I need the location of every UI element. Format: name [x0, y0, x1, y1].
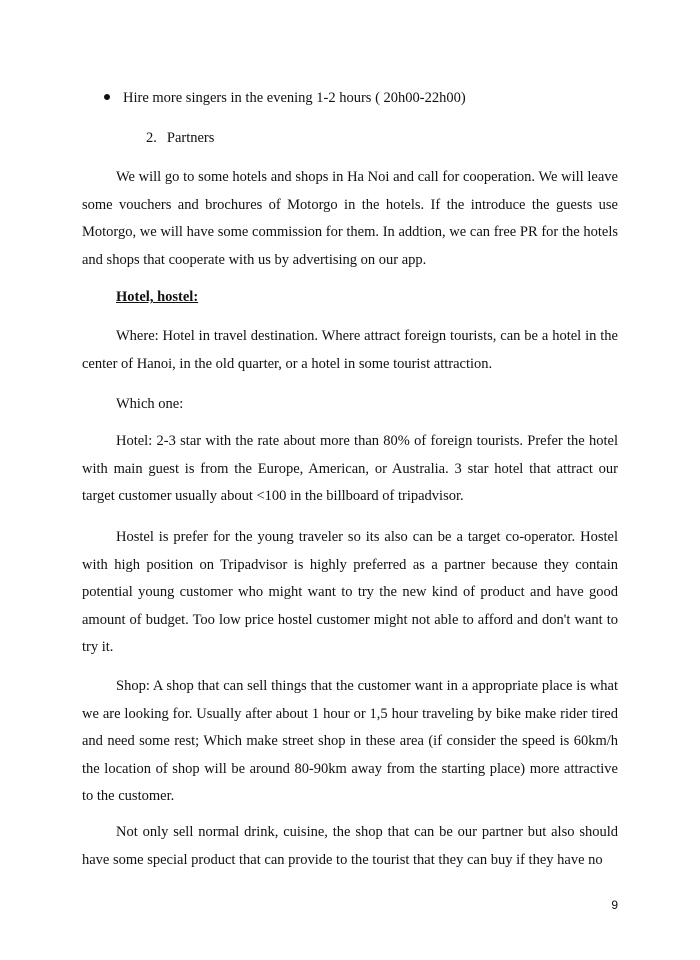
section-heading-hotel-hostel: Hotel, hostel:	[116, 289, 199, 305]
paragraph-partners-intro: We will go to some hotels and shops in Ha Noi and call for cooperation. We will leave some vouchers and brochures of Motorgo in the hotels. If the introduce the guests use Motorgo, we will have some commission for them. In addtion, we can free PR for the hotels and shops that cooperate with us by advertising on our app.	[82, 169, 618, 268]
paragraph-hotel: Hotel: 2-3 star with the rate about more than 80% of foreign tourists. Prefer the hotel with main guest is from the Europe, American, or Australia. 3 star hotel that attract our target customer usually about <100 in the billboard of tripadvisor.	[82, 433, 618, 504]
paragraph-hostel: Hostel is prefer for the young traveler so its also can be a target co-operator. Hostel with high position on Tripadvisor is highly preferred as a partner because they contain potential young customer who might want to try the new kind of product and have good amount of budget. Too low price hostel customer might not able to afford and don't want to try it.	[82, 529, 618, 655]
bullet-list-item	[104, 86, 466, 110]
bullet-item-text: Hire more singers in the evening 1-2 hours ( 20h00-22h00)	[123, 90, 466, 106]
list-item-label: Partners	[166, 130, 215, 146]
bullet-icon	[104, 94, 110, 100]
paragraph-which-one: Which one:	[116, 396, 184, 412]
paragraph-not-only: Not only sell normal drink, cuisine, the shop that can be our partner but also should have some special product that can provide to the tourist that they can buy if they have no	[82, 824, 618, 868]
page-number: 9	[611, 898, 618, 912]
numbered-list-item	[146, 126, 214, 150]
paragraph-shop: Shop: A shop that can sell things that the customer want in a appropriate place is what we are looking for. Usually after about 1 hour or 1,5 hour traveling by bike make rider tired and need some rest; Which make street shop in these area (if consider the speed is 60km/h the location of shop will be around 80-90km away from the starting place) more attractive to the customer.	[82, 678, 618, 804]
paragraph-where: Where: Hotel in travel destination. Where attract foreign tourists, can be a hotel in the center of Hanoi, in the old quarter, or a hotel in some tourist attraction.	[82, 328, 618, 372]
list-number: 2.	[146, 130, 157, 146]
